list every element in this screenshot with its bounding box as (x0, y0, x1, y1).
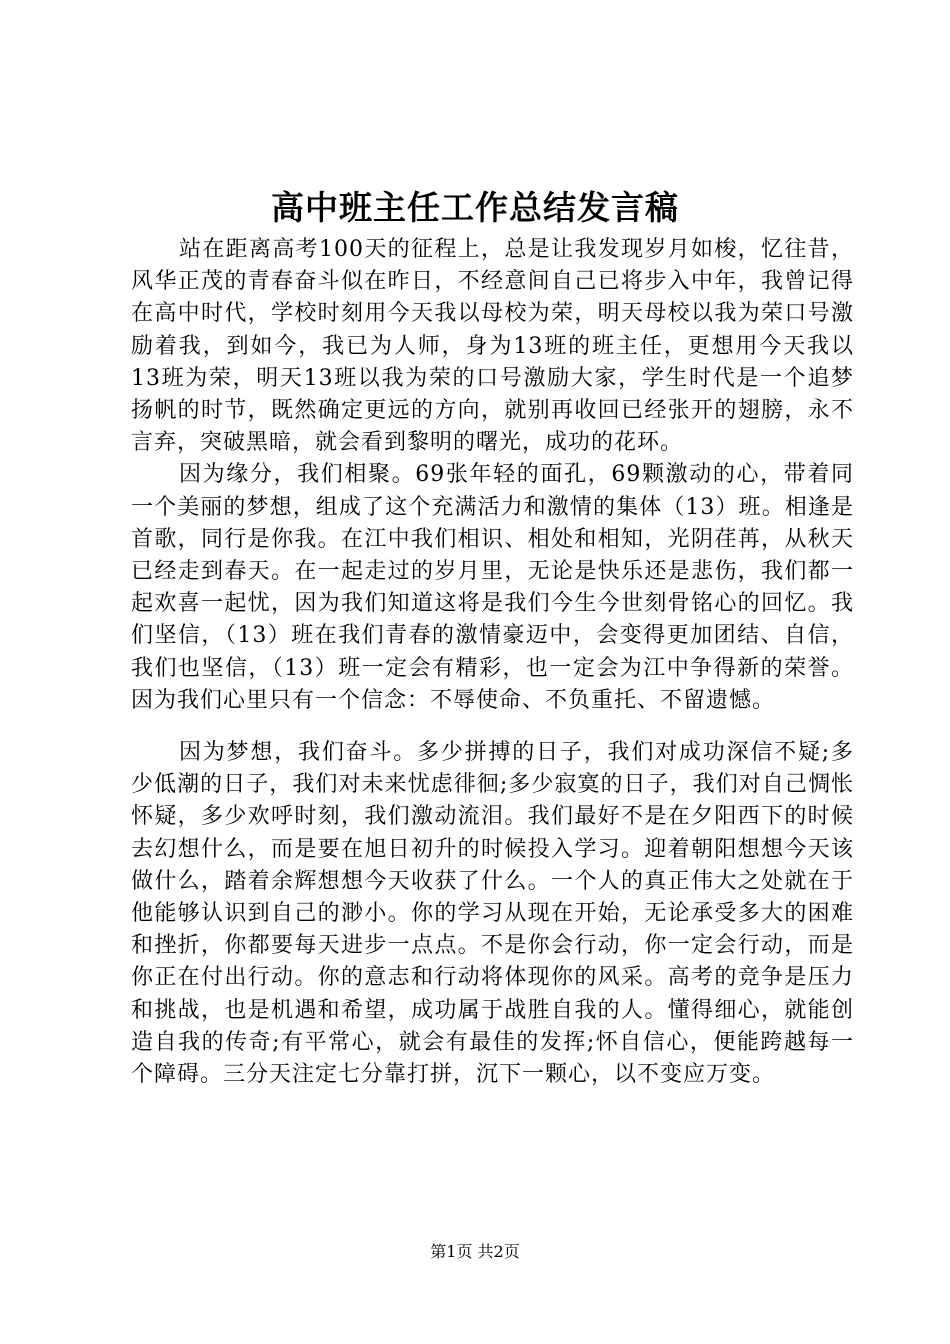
page-footer: 第1页 共2页 (430, 1242, 520, 1261)
paragraph-3: 因为梦想，我们奋斗。多少拼搏的日子，我们对成功深信不疑;多少低潮的日子，我们对未来忧虑徘徊;多少寂寞的日子，我们对自己惆怅怀疑，多少欢呼时刻，我们激动流泪。我们最好不是在夕阳西下的时候去幻想什么，而是要在旭日初升的时候投入学习。迎着朝阳想想今天该做什么，踏着余辉想想今天收获了什么。一个人的真正伟大之处就在于他能够认识到自己的渺小。你的学习从现在开始，无论承受多大的困难和挫折，你都要每天进步一点点。不是你会行动，你一定会行动，而是你正在付出行动。你的意志和行动将体现你的风采。高考的竞争是压力和挑战，也是机遇和希望，成功属于战胜自我的人。懂得细心，就能创造自我的传奇;有平常心，就会有最佳的发挥;怀自信心，便能跨越每一个障碍。三分天注定七分靠打拼，沉下一颗心，以不变应万变。 (131, 740, 854, 1088)
paragraph-2: 因为缘分，我们相聚。69张年轻的面孔，69颗激动的心，带着同一个美丽的梦想，组成了这个充满活力和激情的集体（13）班。相逢是首歌，同行是你我。在江中我们相识、相处和相知，光阴荏苒，从秋天已经走到春天。在一起走过的岁月里，无论是快乐还是悲伤，我们都一起欢喜一起忧，因为我们知道这将是我们今生今世刻骨铭心的回忆。我们坚信，（13）班在我们青春的激情豪迈中，会变得更加团结、自信，我们也坚信，（13）班一定会有精彩，也一定会为江中争得新的荣誉。因为我们心里只有一个信念：不辱使命、不负重托、不留遗憾。 (131, 462, 854, 713)
document-body (131, 234, 854, 1091)
document-title: 高中班主任工作总结发言稿 (271, 188, 679, 227)
paragraph-1: 站在距离高考100天的征程上，总是让我发现岁月如梭，忆往昔，风华正茂的青春奋斗似在昨日，不经意间自己已将步入中年，我曾记得在高中时代，学校时刻用今天我以母校为荣，明天母校以我为荣口号激励着我，到如今，我已为人师，身为13班的班主任，更想用今天我以13班为荣，明天13班以我为荣的口号激励大家，学生时代是一个追梦扬帆的时节，既然确定更远的方向，就别再收回已经张开的翅膀，永不言弃，突破黑暗，就会看到黎明的曙光，成功的花环。 (131, 237, 854, 456)
